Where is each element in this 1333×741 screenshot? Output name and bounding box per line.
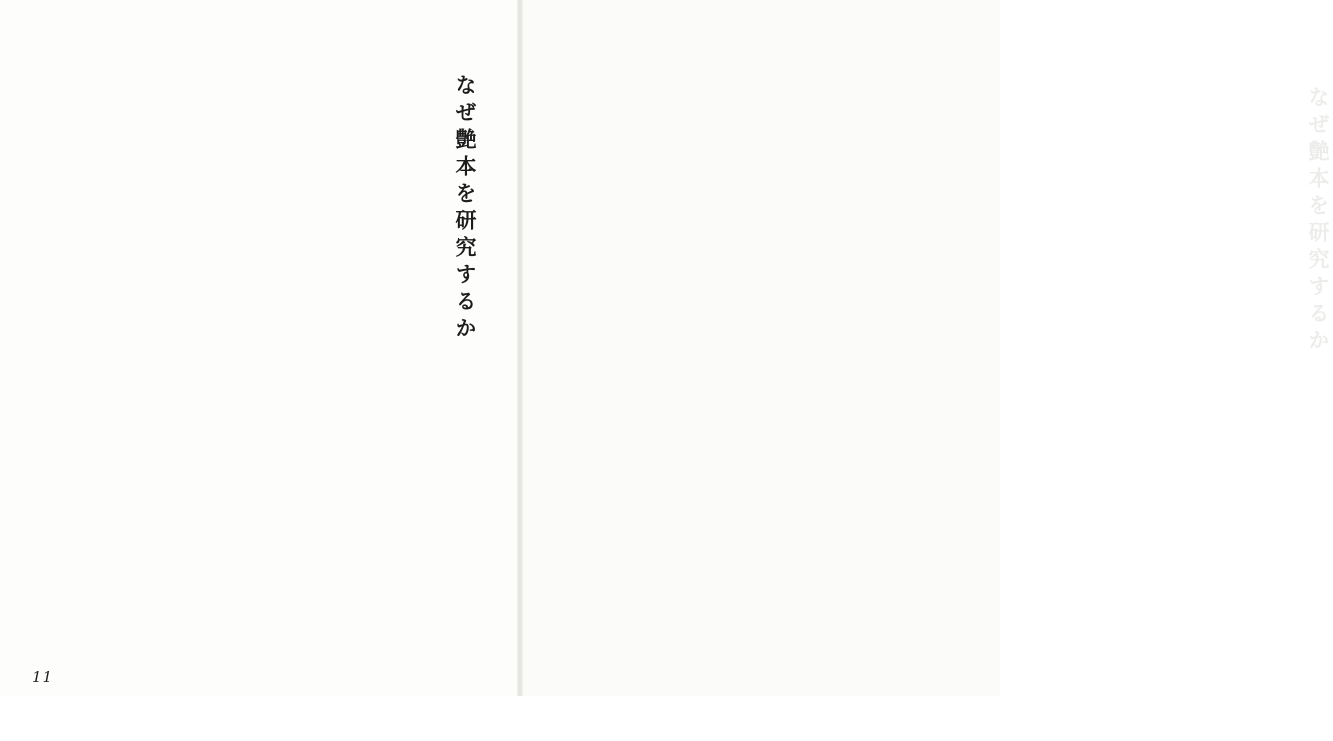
chapter-heading: なぜ艶本を研究するか: [453, 74, 478, 344]
left-page: [0, 0, 520, 696]
show-through-text: なぜ艶本を研究するか: [1306, 86, 1331, 356]
page-number: 11: [32, 668, 54, 686]
right-page-blank: [523, 0, 1331, 696]
